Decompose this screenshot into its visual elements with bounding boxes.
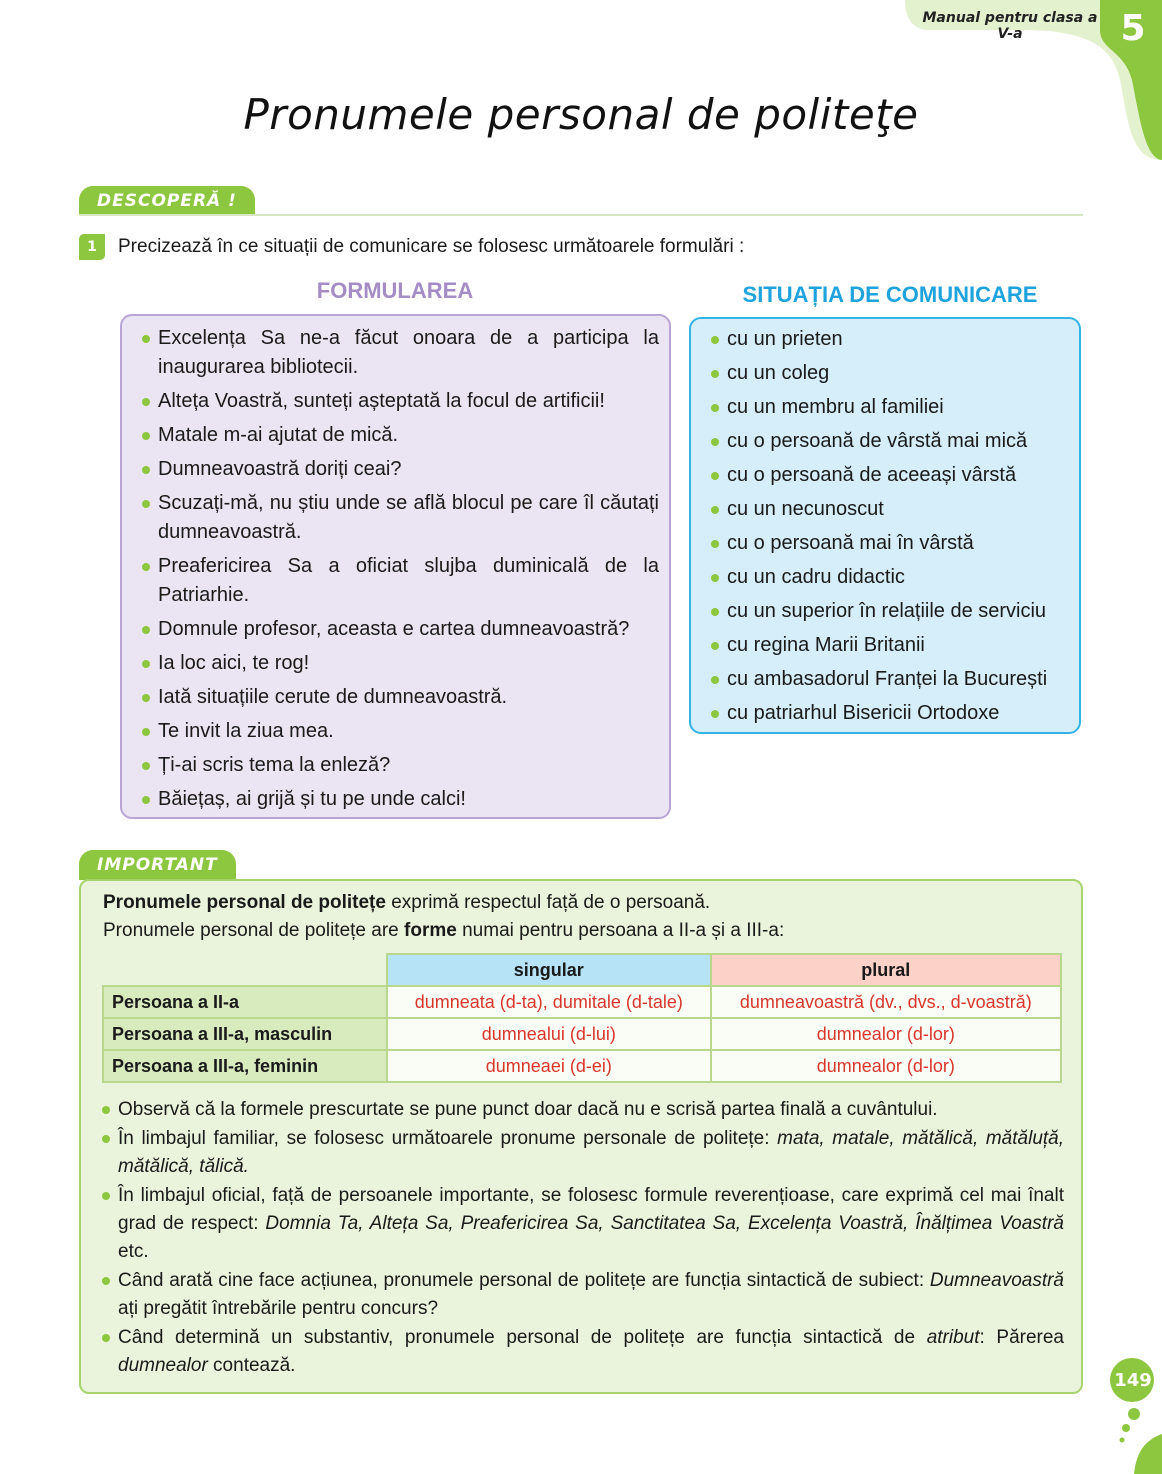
page-title: Pronumele personal de politeţe xyxy=(243,90,919,139)
list-item: Alteța Voastră, sunteți așteptată la focul de artificii! xyxy=(140,387,659,416)
list-item: Dumneavoastră doriți ceai? xyxy=(140,455,659,484)
list-item: Domnule profesor, aceasta e cartea dumneavoastră? xyxy=(140,615,659,644)
cell-singular: dumneata (d-ta), dumitale (d-tale) xyxy=(387,986,711,1018)
bold-term: forme xyxy=(404,920,457,941)
table-header-row xyxy=(103,954,1061,986)
pronoun-table xyxy=(102,953,1062,1083)
discover-tag: DESCOPERĂ ! xyxy=(79,186,255,216)
book-header: Manual pentru clasa a V-a xyxy=(922,10,1098,42)
table-row xyxy=(103,986,1061,1018)
list-item: cu un membru al familiei xyxy=(709,393,1071,422)
cell-singular: dumnealui (d-lui) xyxy=(387,1018,711,1050)
list-item: cu o persoană de aceeași vârstă xyxy=(709,461,1071,490)
list-item: cu un necunoscut xyxy=(709,495,1071,524)
cell-singular: dumneaei (d-ei) xyxy=(387,1050,711,1082)
list-item: cu un coleg xyxy=(709,359,1071,388)
list-item: cu ambasadorul Franței la București xyxy=(709,665,1071,694)
list-item: Băiețaș, ai grijă și tu pe unde calci! xyxy=(140,785,659,814)
bold-term: Pronumele personal de politețe xyxy=(103,892,386,913)
important-forms: Pronumele personal de politețe are forme numai pentru persoana a II-a și a III-a: xyxy=(103,920,785,941)
discover-divider xyxy=(79,214,1083,216)
list-item: Iată situațiile cerute de dumneavoastră. xyxy=(140,683,659,712)
situation-heading: SITUAȚIA DE COMUNICARE xyxy=(742,282,1038,307)
list-item: cu regina Marii Britanii xyxy=(709,631,1071,660)
list-item: Ți-ai scris tema la enleză? xyxy=(140,751,659,780)
situation-box xyxy=(689,317,1081,734)
notes-list xyxy=(100,1096,1064,1381)
list-item: Scuzați-mă, nu știu unde se află blocul pe care îl căutați dumneavoastră. xyxy=(140,489,659,547)
table-corner xyxy=(103,954,387,986)
formulation-heading: FORMULAREA xyxy=(316,278,474,303)
row-label: Persoana a II-a xyxy=(103,986,387,1018)
column-singular: singular xyxy=(387,954,711,986)
list-item: Când arată cine face acțiunea, pronumele personal de politețe are funcția sintactică de subiect: Dumneavoastră ați pregătit întrebările pentru concurs? xyxy=(100,1267,1064,1323)
cell-plural: dumnealor (d-lor) xyxy=(711,1018,1061,1050)
list-item: cu un prieten xyxy=(709,325,1071,354)
chapter-number: 5 xyxy=(1120,8,1146,49)
list-item: cu un cadru didactic xyxy=(709,563,1071,592)
important-definition: Pronumele personal de politețe exprimă respectul față de o persoană. xyxy=(103,892,711,913)
list-item: Matale m-ai ajutat de mică. xyxy=(140,421,659,450)
list-item: cu o persoană mai în vârstă xyxy=(709,529,1071,558)
table-row xyxy=(103,1018,1061,1050)
list-item: cu o persoană de vârstă mai mică xyxy=(709,427,1071,456)
list-item: Preafericirea Sa a oficiat slujba duminicală de la Patriarhie. xyxy=(140,552,659,610)
cell-plural: dumnealor (d-lor) xyxy=(711,1050,1061,1082)
table-row xyxy=(103,1050,1061,1082)
column-plural: plural xyxy=(711,954,1061,986)
list-item: cu patriarhul Bisericii Ortodoxe xyxy=(709,699,1071,728)
list-item: În limbajul familiar, se folosesc următoarele pronume personale de politețe: mata, matale, mătălică, mătăluță, mătălică, tălică. xyxy=(100,1125,1064,1181)
cell-plural: dumneavoastră (dv., dvs., d-voastră) xyxy=(711,986,1061,1018)
row-label: Persoana a III-a, feminin xyxy=(103,1050,387,1082)
list-item: Excelența Sa ne-a făcut onoara de a participa la inaugurarea bibliotecii. xyxy=(140,324,659,382)
list-item: Când determină un substantiv, pronumele personal de politețe are funcția sintactică de atribut: Părerea dumnealor contează. xyxy=(100,1324,1064,1380)
question-number: 1 xyxy=(79,234,105,260)
list-item: Observă că la formele prescurtate se pune punct doar dacă nu e scrisă partea finală a cuvântului. xyxy=(100,1096,1064,1124)
important-tag: IMPORTANT xyxy=(79,850,236,880)
page-number: 149 xyxy=(1114,1370,1152,1391)
question-text: Precizează în ce situații de comunicare se folosesc următoarele formulări : xyxy=(118,236,745,257)
formulation-box xyxy=(120,314,671,819)
list-item: cu un superior în relațiile de serviciu xyxy=(709,597,1071,626)
list-item: Te invit la ziua mea. xyxy=(140,717,659,746)
row-label: Persoana a III-a, masculin xyxy=(103,1018,387,1050)
list-item: În limbajul oficial, față de persoanele importante, se folosesc formule reverențioase, care exprimă cel mai înalt grad de respect: Domnia Ta, Alteța Sa, Preafericirea Sa, Sanctitatea Sa, Excelența Voastră, Înălțimea Voastră etc. xyxy=(100,1182,1064,1266)
list-item: Ia loc aici, te rog! xyxy=(140,649,659,678)
